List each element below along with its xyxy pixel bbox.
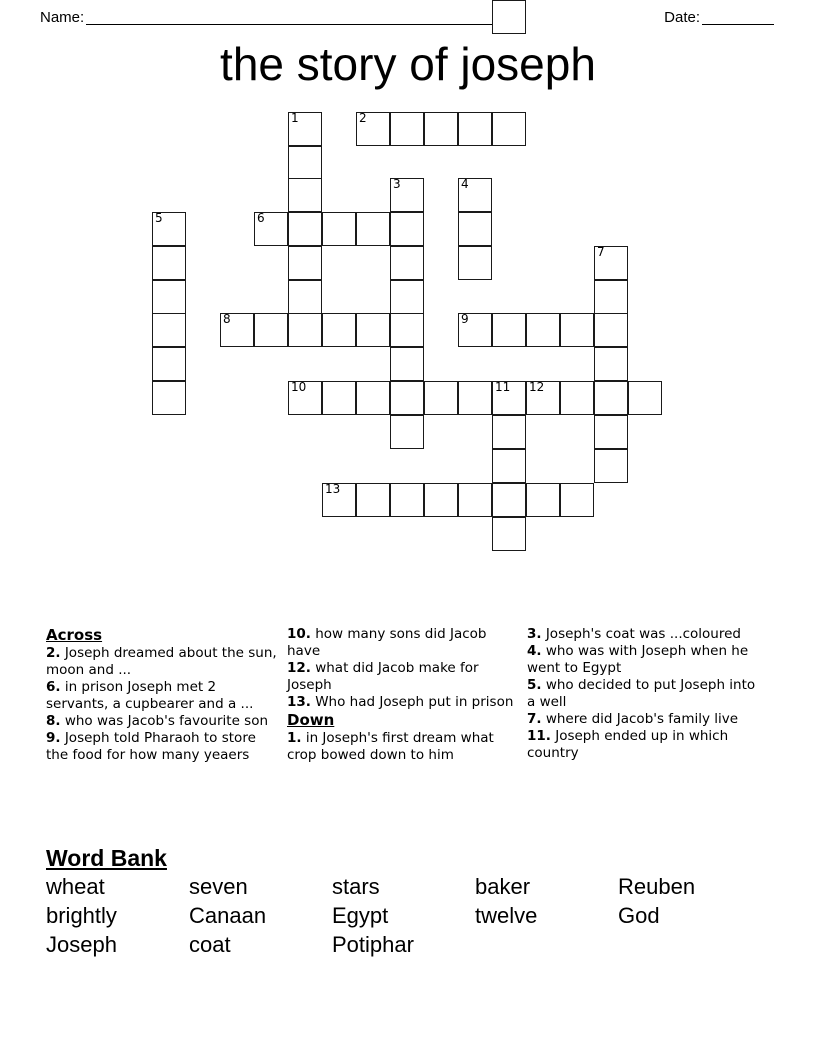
word-bank-word[interactable]: Reuben — [618, 874, 696, 899]
crossword-cell[interactable] — [288, 212, 322, 246]
clue-text: what did Jacob make for Joseph — [287, 660, 479, 693]
crossword-cell[interactable] — [152, 246, 186, 280]
crossword-cell[interactable] — [560, 483, 594, 517]
crossword-cell[interactable] — [322, 313, 356, 347]
word-bank-empty — [618, 930, 761, 959]
crossword-cell[interactable] — [322, 381, 356, 415]
clue-number: 13. — [287, 694, 311, 710]
crossword-cell[interactable] — [526, 313, 560, 347]
crossword-cell[interactable] — [220, 313, 254, 347]
clues-column-3 — [527, 626, 770, 764]
word-bank-word[interactable]: brightly — [46, 903, 117, 928]
crossword-cell[interactable] — [492, 483, 526, 517]
clue-item — [527, 626, 762, 643]
clue-text: who decided to put Joseph into a well — [527, 677, 756, 710]
crossword-cell[interactable] — [390, 313, 424, 347]
crossword-cell[interactable] — [526, 381, 560, 415]
down-heading-label: Down — [287, 711, 335, 729]
clue-item — [287, 730, 519, 764]
clue-number: 12. — [287, 660, 311, 676]
crossword-cell[interactable] — [458, 246, 492, 280]
crossword-cell[interactable] — [288, 146, 322, 180]
across-heading-label: Across — [46, 626, 103, 644]
crossword-cell[interactable] — [390, 280, 424, 314]
word-bank-word[interactable]: twelve — [475, 903, 538, 928]
crossword-cell[interactable] — [390, 178, 424, 212]
crossword-cell[interactable] — [458, 483, 492, 517]
clue-number: 3. — [527, 626, 542, 642]
crossword-cell[interactable] — [560, 313, 594, 347]
clue-number: 2. — [46, 645, 61, 661]
crossword-cell[interactable] — [288, 178, 322, 212]
clue-text: Joseph ended up in which country — [527, 728, 729, 761]
clues-column-2 — [287, 626, 527, 764]
crossword-cell[interactable] — [254, 212, 288, 246]
crossword-cell[interactable] — [492, 415, 526, 449]
down-heading — [287, 711, 519, 730]
crossword-cell[interactable] — [288, 246, 322, 280]
crossword-cell[interactable] — [628, 381, 662, 415]
crossword-cell[interactable] — [492, 381, 526, 415]
clue-text: how many sons did Jacob have — [287, 626, 487, 659]
crossword-cell[interactable] — [288, 280, 322, 314]
crossword-cell[interactable] — [492, 517, 526, 551]
crossword-cell[interactable] — [390, 112, 424, 146]
crossword-cell[interactable] — [560, 381, 594, 415]
clue-text: Joseph's coat was ...coloured — [541, 626, 741, 642]
clue-item — [287, 626, 519, 660]
clue-text: who was with Joseph when he went to Egypt — [527, 643, 749, 676]
clue-item — [287, 694, 519, 711]
clue-text: Joseph dreamed about the sun, moon and ... — [46, 645, 277, 678]
clue-text: where did Jacob's family live — [541, 711, 739, 727]
crossword-cell[interactable] — [288, 112, 322, 146]
crossword-cell[interactable] — [458, 212, 492, 246]
crossword-cell[interactable] — [356, 313, 390, 347]
crossword-cell[interactable] — [424, 112, 458, 146]
crossword-cell[interactable] — [356, 112, 390, 146]
word-bank-word[interactable]: coat — [189, 932, 231, 957]
crossword-cell[interactable] — [254, 313, 288, 347]
crossword-cell[interactable] — [152, 212, 186, 246]
crossword-cell[interactable] — [458, 313, 492, 347]
clue-item — [527, 677, 762, 711]
word-bank-row — [46, 872, 776, 901]
clue-number: 9. — [46, 730, 61, 746]
crossword-cell[interactable] — [390, 347, 424, 381]
word-bank-word[interactable]: Canaan — [189, 903, 267, 928]
crossword-cell[interactable] — [424, 483, 458, 517]
clue-number: 5 — [155, 211, 163, 225]
crossword-cell[interactable] — [594, 381, 628, 415]
crossword-cell[interactable] — [152, 381, 186, 415]
clue-number: 7. — [527, 711, 542, 727]
word-bank-title: Word Bank — [46, 845, 167, 871]
clues-column-1 — [46, 626, 287, 764]
crossword-cell[interactable] — [322, 212, 356, 246]
crossword-cell[interactable] — [526, 483, 560, 517]
word-bank-word[interactable]: Egypt — [332, 903, 389, 928]
clue-text: Joseph told Pharaoh to store the food for how many yeaers — [46, 730, 256, 763]
word-bank — [46, 872, 776, 959]
clue-number: 4. — [527, 643, 542, 659]
clue-item — [527, 643, 762, 677]
crossword-cell[interactable] — [356, 381, 390, 415]
clue-number: 13 — [325, 482, 341, 496]
crossword-cell[interactable] — [390, 246, 424, 280]
crossword-cell[interactable] — [152, 280, 186, 314]
clue-item — [287, 660, 519, 694]
crossword-cell[interactable] — [594, 313, 628, 347]
clue-number: 7 — [597, 245, 605, 259]
clue-text: in prison Joseph met 2 servants, a cupbearer and a ... — [46, 679, 254, 712]
crossword-cell[interactable] — [594, 246, 628, 280]
crossword-cell[interactable] — [492, 449, 526, 483]
clue-text: who was Jacob's favourite son — [60, 713, 269, 729]
crossword-cell[interactable] — [594, 280, 628, 314]
clues-section — [46, 626, 770, 764]
clue-item — [46, 730, 279, 764]
clue-number: 5. — [527, 677, 542, 693]
crossword-cell[interactable] — [390, 381, 424, 415]
crossword-cell[interactable] — [152, 347, 186, 381]
word-bank-word[interactable]: stars — [332, 874, 380, 899]
clue-number: 8 — [223, 312, 231, 326]
clue-number: 11. — [527, 728, 551, 744]
clue-number: 10. — [287, 626, 311, 642]
crossword-cell[interactable] — [288, 381, 322, 415]
word-bank-word[interactable]: seven — [189, 874, 248, 899]
clue-number: 2 — [359, 111, 367, 125]
across-heading — [46, 626, 279, 645]
page-title: the story of joseph — [220, 38, 596, 90]
name-label: Name: — [40, 9, 85, 26]
crossword-cell[interactable] — [594, 449, 628, 483]
word-bank-empty — [475, 930, 618, 959]
clue-item — [46, 713, 279, 730]
clue-number: 10 — [291, 380, 307, 394]
clue-text: Who had Joseph put in prison — [310, 694, 514, 710]
crossword-cell[interactable] — [152, 313, 186, 347]
clue-text: in Joseph's first dream what crop bowed down to him — [287, 730, 494, 763]
clue-number: 12 — [529, 380, 545, 394]
crossword-cell[interactable] — [594, 415, 628, 449]
clue-number: 1. — [287, 730, 302, 746]
word-bank-word[interactable]: God — [618, 903, 660, 928]
crossword-cell[interactable] — [458, 112, 492, 146]
crossword-cell[interactable] — [390, 415, 424, 449]
clue-item — [527, 711, 762, 728]
crossword-cell[interactable] — [458, 381, 492, 415]
word-bank-word[interactable]: baker — [475, 874, 531, 899]
crossword-cell[interactable] — [594, 347, 628, 381]
clue-item — [46, 679, 279, 713]
clue-number: 4 — [461, 177, 469, 191]
clue-number: 11 — [495, 380, 511, 394]
word-bank-word[interactable]: Joseph — [46, 932, 117, 957]
clue-number: 3 — [393, 177, 401, 191]
clue-item — [527, 728, 762, 762]
word-bank-row — [46, 930, 776, 959]
clue-number: 6. — [46, 679, 61, 695]
word-bank-word[interactable]: wheat — [46, 874, 105, 899]
crossword-cell[interactable] — [492, 0, 526, 34]
clue-number: 9 — [461, 312, 469, 326]
crossword-cell[interactable] — [424, 381, 458, 415]
clue-number: 6 — [257, 211, 265, 225]
date-label: Date: — [664, 9, 700, 26]
word-bank-word[interactable]: Potiphar — [332, 932, 414, 957]
clue-item — [46, 645, 279, 679]
clue-number: 1 — [291, 111, 299, 125]
crossword-cell[interactable] — [458, 178, 492, 212]
clue-number: 8. — [46, 713, 61, 729]
crossword-cell[interactable] — [492, 313, 526, 347]
crossword-cell[interactable] — [288, 313, 322, 347]
crossword-cell[interactable] — [390, 212, 424, 246]
crossword-cell[interactable] — [322, 483, 356, 517]
crossword-cell[interactable] — [356, 483, 390, 517]
crossword-cell[interactable] — [390, 483, 424, 517]
crossword-cell[interactable] — [492, 112, 526, 146]
word-bank-row — [46, 901, 776, 930]
crossword-cell[interactable] — [356, 212, 390, 246]
